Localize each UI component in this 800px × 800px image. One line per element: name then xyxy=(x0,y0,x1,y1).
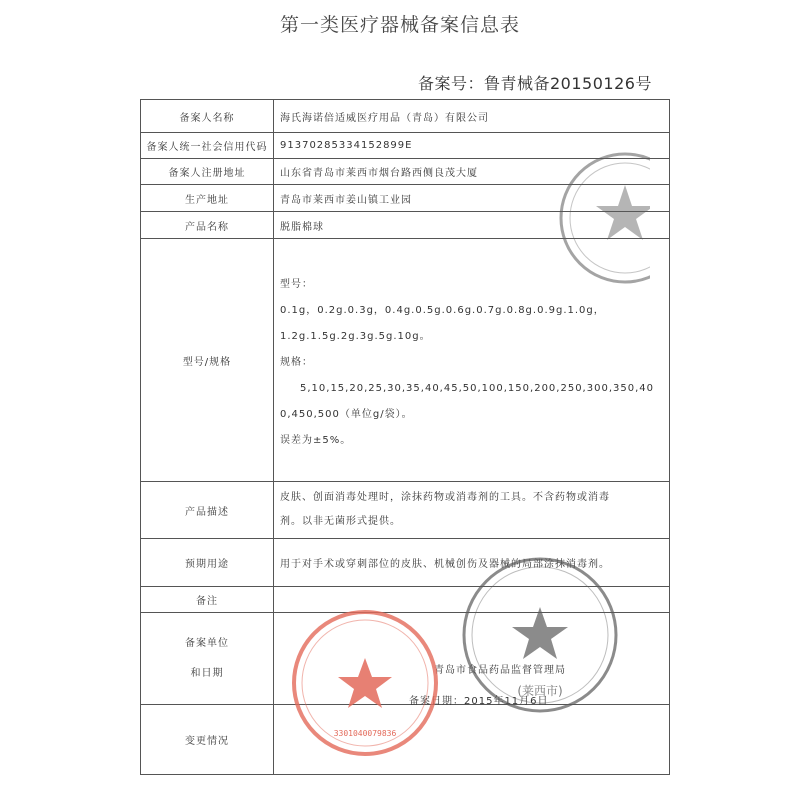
remarks-value xyxy=(274,587,670,613)
production-address-value: 青岛市莱西市姜山镇工业园 xyxy=(274,185,670,212)
row-intended-use xyxy=(141,539,670,587)
row-product-name xyxy=(141,212,670,239)
model-spec-value xyxy=(274,239,670,482)
filing-unit-value xyxy=(274,613,670,705)
registered-address-value: 山东省青岛市莱西市烟台路西侧良茂大厦 xyxy=(274,159,670,185)
registered-address-label: 备案人注册地址 xyxy=(141,159,274,185)
row-filer-name xyxy=(141,100,670,133)
model-line-2: 1.2g.1.5g.2g.3g.5g.10g。 xyxy=(280,331,431,342)
description-value xyxy=(274,482,670,539)
filing-org: 青岛市食品药品监督管理局 xyxy=(434,665,566,676)
product-name-label: 产品名称 xyxy=(141,212,274,239)
description-label: 产品描述 xyxy=(141,482,274,539)
filing-unit-label-2: 和日期 xyxy=(190,667,224,679)
filer-name-value: 海氏海诺倍适威医疗用品（青岛）有限公司 xyxy=(274,100,670,133)
spec-line-1: 5,10,15,20,25,30,35,40,45,50,100,150,200,250,300,350,40 xyxy=(300,383,654,394)
record-number: 备案号：鲁青械备20150126号 xyxy=(418,74,652,93)
description-line-2: 剂。以非无菌形式提供。 xyxy=(280,516,401,527)
intended-use-label: 预期用途 xyxy=(141,539,274,587)
credit-code-value: 91370285334152899E xyxy=(274,133,670,159)
model-line-1: 0.1g，0.2g.0.3g，0.4g.0.5g.0.6g.0.7g.0.8g.0.9g.1.0g， xyxy=(280,305,605,316)
tolerance: 误差为±5%。 xyxy=(280,435,352,446)
row-model-spec xyxy=(141,239,670,482)
filing-unit-label-1: 备案单位 xyxy=(185,637,229,649)
spec-line-2: 0,450,500（单位g/袋）。 xyxy=(280,409,413,420)
row-filing-unit xyxy=(141,613,670,705)
model-title: 型号： xyxy=(280,279,313,290)
intended-use-value: 用于对手术或穿刺部位的皮肤、机械创伤及器械的局部涂抹消毒剂。 xyxy=(274,539,670,587)
row-production-address xyxy=(141,185,670,212)
changes-label: 变更情况 xyxy=(141,705,274,775)
description-line-1: 皮肤、创面消毒处理时，涂抹药物或消毒剂的工具。不含药物或消毒 xyxy=(280,492,610,503)
credit-code-label: 备案人统一社会信用代码 xyxy=(141,133,274,159)
production-address-label: 生产地址 xyxy=(141,185,274,212)
row-credit-code xyxy=(141,133,670,159)
row-changes xyxy=(141,705,670,775)
red-seal-number: 3301040079836 xyxy=(333,729,397,738)
model-spec-label: 型号/规格 xyxy=(141,239,274,482)
spec-title: 规格： xyxy=(280,357,313,368)
row-description xyxy=(141,482,670,539)
filing-date: 备案日期：2015年11月6日 xyxy=(409,696,549,707)
row-remarks xyxy=(141,587,670,613)
record-table xyxy=(140,99,670,775)
document-title: 第一类医疗器械备案信息表 xyxy=(279,14,520,36)
product-name-value: 脱脂棉球 xyxy=(274,212,670,239)
filer-name-label: 备案人名称 xyxy=(141,100,274,133)
svg-text:(莱西市): (莱西市) xyxy=(517,684,563,698)
filing-unit-label xyxy=(141,613,274,705)
changes-value xyxy=(274,705,670,775)
remarks-label: 备注 xyxy=(141,587,274,613)
row-registered-address xyxy=(141,159,670,185)
